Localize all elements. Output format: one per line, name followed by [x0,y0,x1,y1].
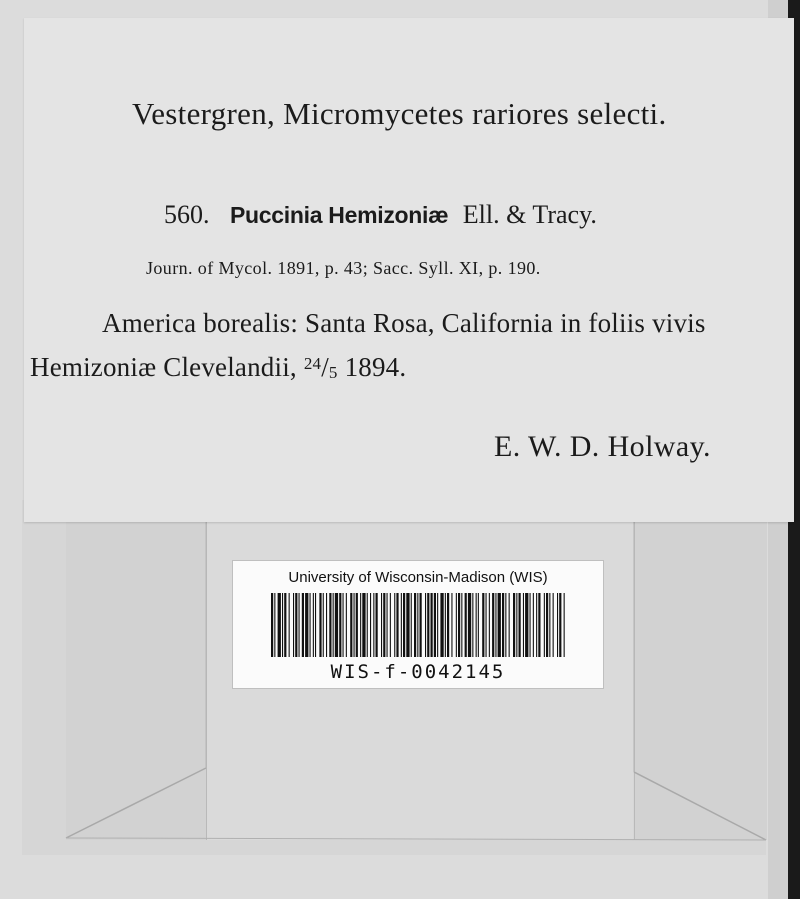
barcode-bar [478,593,479,657]
barcode-bar [333,593,334,657]
barcode-bar [456,593,457,657]
exsiccata-number: 560. [164,200,210,229]
barcode-bar [346,593,347,657]
barcode-bar [425,593,426,657]
barcode-bar [319,593,321,657]
barcode-bar [440,593,443,657]
barcode-bar [525,593,528,657]
barcode-bar [274,593,275,657]
barcode-bar [383,593,385,657]
barcode-bar [505,593,506,657]
barcode-bar [498,593,501,657]
barcode-bar [559,593,561,657]
barcode-bar [350,593,352,657]
barcode-bar [437,593,438,657]
barcode-bar [387,593,388,657]
barcode-bar [394,593,395,657]
date-day: 24 [303,354,322,373]
barcode-bar [356,593,358,657]
barcode-bar [434,593,436,657]
barcode-bar [564,593,565,657]
barcode-bar [343,593,344,657]
barcode-bar [329,593,331,657]
barcode-bar [313,593,314,657]
barcode-bar [403,593,405,657]
barcode-bar [533,593,534,657]
barcode-bar [553,593,554,657]
barcode-bar [461,593,462,657]
locality-line-1: America borealis: Santa Rosa, California in foliis vivis [102,308,706,338]
barcode-bar [549,593,550,657]
barcode-label [232,560,604,689]
barcode-bar [367,593,368,657]
barcode-bar [458,593,460,657]
barcode-bar [420,593,422,657]
barcode-bar [376,593,378,657]
barcode-bar [278,593,281,657]
barcode-bar [530,593,531,657]
host-name: Hemizoniæ Clevelandii, [30,352,297,382]
barcode-bar [536,593,537,657]
barcode-bar [427,593,429,657]
barcode-bar [417,593,418,657]
barcode-bar [293,593,294,657]
barcode-bar [271,593,273,657]
barcode-bar [486,593,487,657]
barcode-bar [396,593,398,657]
barcode-bar [465,593,467,657]
barcode-bar [411,593,412,657]
barcode-bar [492,593,494,657]
species-authority: Ell. & Tracy. [462,200,597,229]
barcode-bar [302,593,304,657]
date-separator: / [321,352,329,382]
barcode-bar [445,593,446,657]
barcode-bar [360,593,361,657]
collector-name: E. W. D. Holway. [494,430,711,463]
locality-line-2 [30,352,406,383]
barcode-bar [472,593,473,657]
barcode-bar [451,593,452,657]
catalog-number: WIS-f-0042145 [330,661,506,683]
barcode-bar [390,593,391,657]
barcode-bar [282,593,283,657]
barcode-bar [310,593,311,657]
barcode-bar [381,593,382,657]
barcode-bar [489,593,490,657]
barcode-bar [546,593,548,657]
barcode-bar [299,593,300,657]
date-year: 1894. [344,352,407,382]
barcode-bar [519,593,521,657]
barcode-bar [323,593,324,657]
barcode-bar [544,593,545,657]
barcode-icon [271,593,565,657]
barcode-bar [370,593,371,657]
barcode-bar [523,593,524,657]
barcode-bar [335,593,338,657]
barcode-bar [502,593,504,657]
barcode-bar [315,593,316,657]
barcode-bar [414,593,416,657]
barcode-bar [362,593,365,657]
barcode-bar [557,593,558,657]
barcode-bar [284,593,286,657]
species-name: Puccinia Hemizoniæ [230,202,449,228]
barcode-bar [495,593,496,657]
barcode-bar [289,593,290,657]
barcode-bar [516,593,517,657]
barcode-bar [447,593,449,657]
specimen-label [24,18,794,522]
barcode-bar [431,593,433,657]
barcode-bar [305,593,308,657]
barcode-bar [513,593,515,657]
series-title: Vestergren, Micromycetes rariores selecti. [132,96,667,131]
barcode-bar [509,593,510,657]
literature-citation: Journ. of Mycol. 1891, p. 43; Sacc. Syll. XI, p. 190. [146,258,541,278]
species-line [164,200,597,230]
date-month: 5 [328,363,338,382]
barcode-bar [339,593,341,657]
barcode-bar [482,593,484,657]
barcode-bar [373,593,374,657]
barcode-bar [476,593,477,657]
barcode-bar [295,593,297,657]
barcode-bar [538,593,540,657]
institution-name: University of Wisconsin-Madison (WIS) [288,569,548,586]
barcode-bar [406,593,409,657]
barcode-bar [401,593,402,657]
barcode-bar [468,593,471,657]
barcode-bar [326,593,327,657]
barcode-bar [354,593,355,657]
